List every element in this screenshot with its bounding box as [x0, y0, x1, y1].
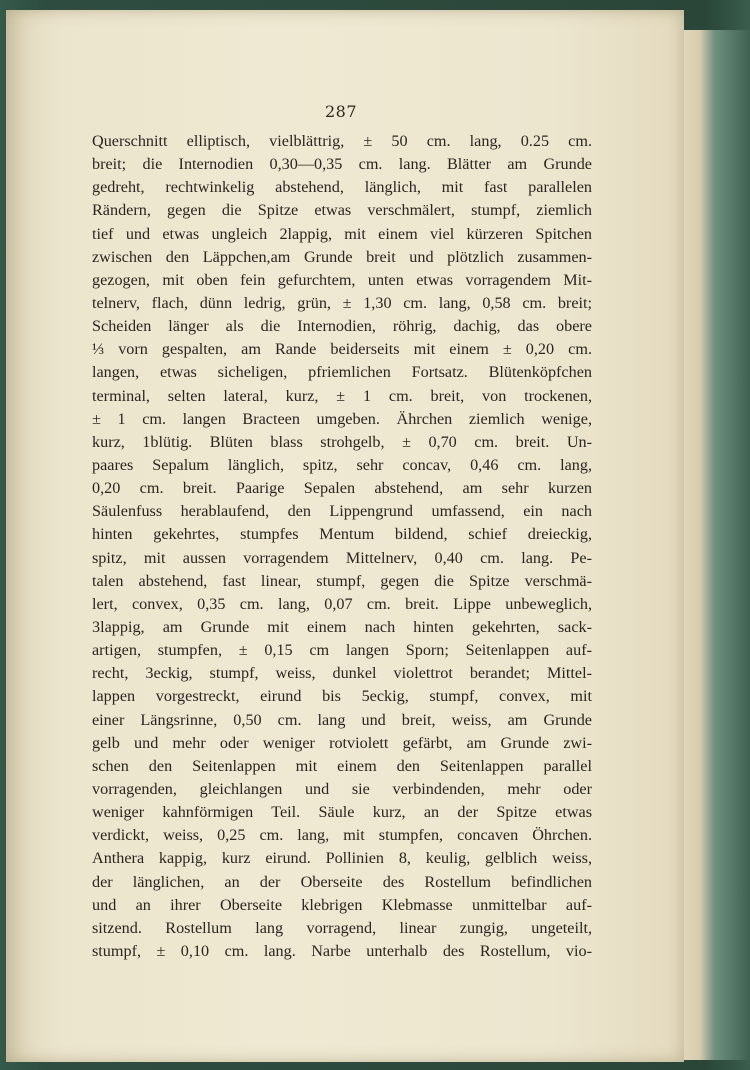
- text-line: breit; die Internodien 0,30—0,35 cm. lang. Blätter am Grunde: [92, 155, 592, 174]
- text-line: einer Längsrinne, 0,50 cm. lang und breit, weiss, am Grunde: [92, 710, 592, 729]
- text-line: 3lappig, am Grunde mit einem nach hinten gekehrten, sack-: [92, 617, 592, 636]
- text-line: vorragenden, gleichlangen und sie verbindenden, mehr oder: [92, 779, 592, 798]
- text-line: gedreht, rechtwinkelig abstehend, länglich, mit fast parallelen: [92, 178, 592, 197]
- text-line: Scheiden länger als die Internodien, röhrig, dachig, das obere: [92, 317, 592, 336]
- text-line: und an ihrer Oberseite klebrigen Klebmasse unmittelbar auf-: [92, 895, 592, 914]
- text-line: Anthera kappig, kurz eirund. Pollinien 8, keulig, gelblich weiss,: [92, 849, 592, 868]
- text-line: sitzend. Rostellum lang vorragend, linear zungig, ungeteilt,: [92, 918, 592, 937]
- text-line: schen den Seitenlappen mit einem den Seitenlappen parallel: [92, 756, 592, 775]
- text-line: artigen, stumpfen, ± 0,15 cm langen Sporn; Seitenlappen auf-: [92, 641, 592, 660]
- text-line: hinten gekehrtes, stumpfes Mentum bildend, schief dreieckig,: [92, 525, 592, 544]
- book-page: [6, 10, 684, 1062]
- text-line: ⅓ vorn gespalten, am Rande beiderseits mit einem ± 0,20 cm.: [92, 340, 592, 359]
- text-line: 0,20 cm. breit. Paarige Sepalen abstehend, am sehr kurzen: [92, 479, 592, 498]
- text-line: gelb und mehr oder weniger rotviolett gefärbt, am Grunde zwi-: [92, 733, 592, 752]
- text-line: kurz, 1blütig. Blüten blass strohgelb, ± 0,70 cm. breit. Un-: [92, 432, 592, 451]
- text-line: terminal, selten lateral, kurz, ± 1 cm. breit, von trockenen,: [92, 386, 592, 405]
- text-line: talen abstehend, fast linear, stumpf, gegen die Spitze verschmä-: [92, 571, 592, 590]
- text-line: ± 1 cm. langen Bracteen umgeben. Ährchen ziemlich wenige,: [92, 409, 592, 428]
- text-line: telnerv, flach, dünn ledrig, grün, ± 1,30 cm. lang, 0,58 cm. breit;: [92, 293, 592, 312]
- text-line: paares Sepalum länglich, spitz, sehr concav, 0,46 cm. lang,: [92, 455, 592, 474]
- text-line: lert, convex, 0,35 cm. lang, 0,07 cm. breit. Lippe unbeweglich,: [92, 594, 592, 613]
- text-line: der länglichen, an der Oberseite des Rostellum befindlichen: [92, 872, 592, 891]
- body-text: [92, 130, 592, 963]
- text-line: spitz, mit aussen vorragendem Mittelnerv, 0,40 cm. lang. Pe-: [92, 548, 592, 567]
- text-line: lappen vorgestreckt, eirund bis 5eckig, stumpf, convex, mit: [92, 687, 592, 706]
- text-line: weniger kahnförmigen Teil. Säule kurz, an der Spitze etwas: [92, 803, 592, 822]
- text-line: verdickt, weiss, 0,25 cm. lang, mit stumpfen, concaven Öhrchen.: [92, 826, 592, 845]
- text-line: gezogen, mit oben fein gefurchtem, unten etwas vorragendem Mit-: [92, 270, 592, 289]
- text-line: Säulenfuss herablaufend, den Lippengrund umfassend, ein nach: [92, 502, 592, 521]
- text-line: tief und etwas ungleich 2lappig, mit einem viel kürzeren Spitchen: [92, 224, 592, 243]
- text-line: Rändern, gegen die Spitze etwas verschmälert, stumpf, ziemlich: [92, 201, 592, 220]
- text-line: recht, 3eckig, stumpf, weiss, dunkel violettrot berandet; Mittel-: [92, 664, 592, 683]
- text-line: zwischen den Läppchen,am Grunde breit und plötzlich zusammen-: [92, 247, 592, 266]
- page-number: 287: [324, 102, 358, 121]
- text-line: stumpf, ± 0,10 cm. lang. Narbe unterhalb des Rostellum, vio-: [92, 941, 592, 960]
- text-line: langen, etwas sicheligen, pfriemlichen Fortsatz. Blütenköpfchen: [92, 363, 592, 382]
- text-line: Querschnitt elliptisch, vielblättrig, ± 50 cm. lang, 0.25 cm.: [92, 132, 592, 150]
